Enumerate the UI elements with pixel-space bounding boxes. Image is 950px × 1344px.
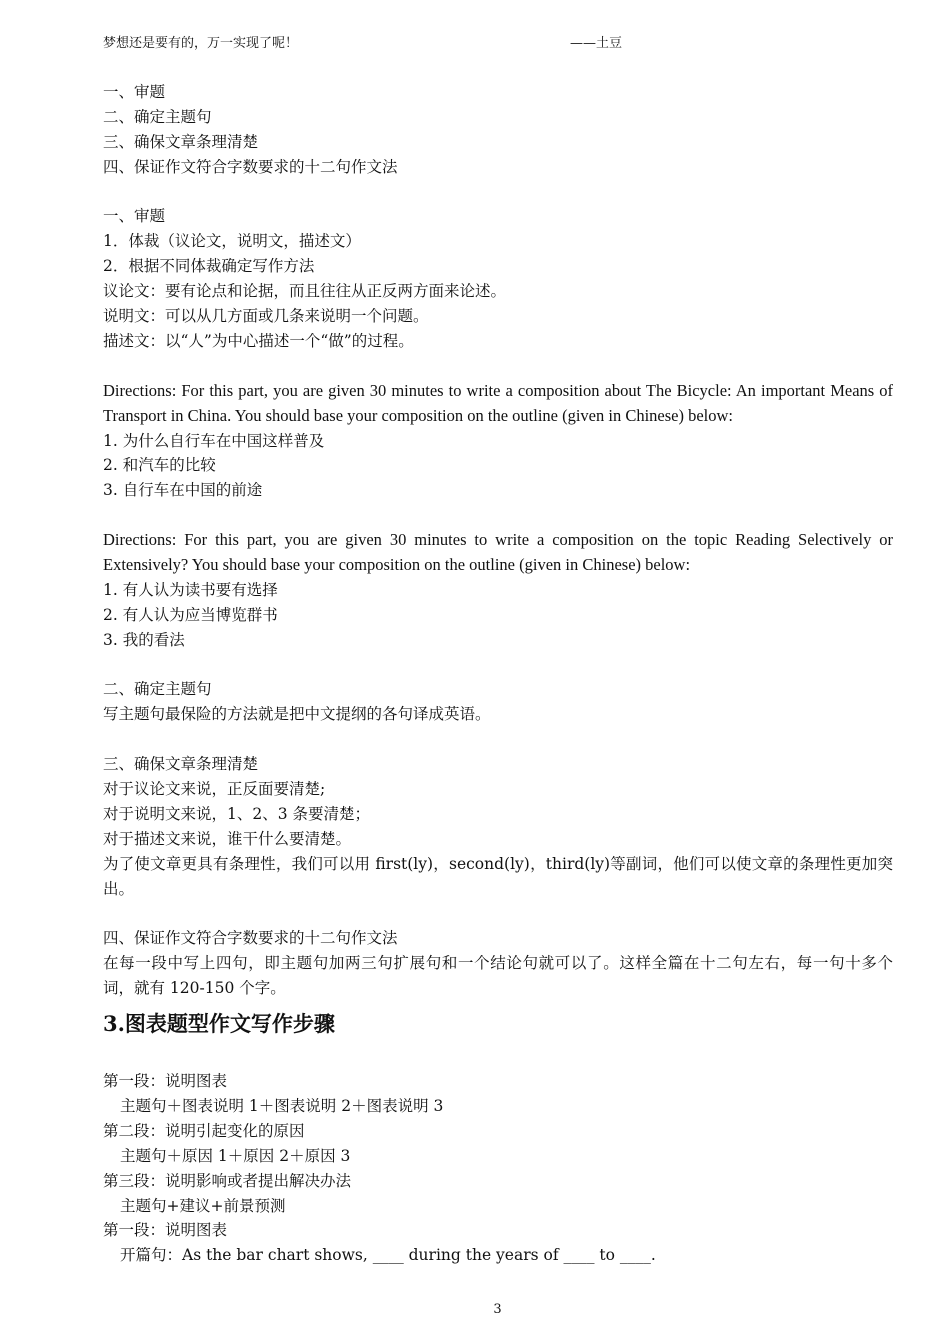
section-title: 三、确保文章条理清楚 [103,755,259,774]
genre-description: 描述文：以“人”为中心描述一个“做”的过程。 [103,331,414,350]
page-header [103,34,895,54]
section-line: 对于描述文来说，谁干什么要清楚。 [103,829,352,848]
page-content [103,80,893,1268]
step-detail: 主题句＋原因 1＋原因 2＋原因 3 [120,1146,351,1165]
example2-point: 2. 有人认为应当博览群书 [103,605,278,624]
list-item: 2．根据不同体裁确定写作方法 [103,257,315,276]
step-title: 第一段：说明图表 [103,1221,228,1240]
section-body: 在每一段中写上四句，即主题句加两三句扩展句和一个结论句就可以了。这样全篇在十二句左右，每一句十多个词，就有 120-150 个字。 [103,954,893,998]
step-title: 第三段：说明影响或者提出解决办法 [103,1171,352,1190]
outline-item: 四、保证作文符合字数要求的十二句作文法 [103,157,398,176]
example2-directions: Directions: For this part, you are given 30 minutes to write a composition on the topic Reading Selectively or Extensively? You should base your composition on the outline (given in Chinese) below: [103,530,893,574]
outline-item: 二、确定主题句 [103,107,212,126]
example1-directions: Directions: For this part, you are given 30 minutes to write a composition about The Bicycle: An important Means of Transport in China. You should base your composition on the outline (given in Chinese) below: [103,380,893,425]
example1-point: 2. 和汽车的比较 [103,456,216,475]
list-item: 1．体裁（议论文，说明文，描述文） [103,232,361,251]
section-body: 为了使文章更具有条理性，我们可以用 first(ly)，second(ly)，third(ly)等副词，他们可以使文章的条理性更加突出。 [103,854,893,898]
outline-item: 一、审题 [103,83,166,101]
example2-point: 1. 有人认为读书要有选择 [103,580,278,599]
header-motto: 梦想还是要有的，万一实现了呢！ [103,36,299,51]
example1-point: 3. 自行车在中国的前途 [103,481,263,500]
section-title: 一、审题 [103,207,166,226]
page-number: 3 [493,1302,502,1317]
step-detail: 主题句＋图表说明 1＋图表说明 2＋图表说明 3 [120,1096,444,1115]
step-title: 第二段：说明引起变化的原因 [103,1121,305,1140]
section-line: 对于议论文来说，正反面要清楚; [103,780,326,798]
header-author: ——土豆 [570,36,623,51]
section-title: 二、确定主题句 [103,680,212,699]
step-detail: 主题句+建议+前景预测 [120,1196,286,1215]
outline-item: 三、确保文章条理清楚 [103,132,259,151]
genre-exposition: 说明文：可以从几方面或几条来说明一个问题。 [103,307,429,326]
section-title: 四、保证作文符合字数要求的十二句作文法 [103,929,398,948]
example1-point: 1. 为什么自行车在中国这样普及 [103,431,325,450]
opening-sentence: 开篇句：As the bar chart shows, ____ during the years of ____ to ____. [120,1246,656,1265]
genre-argument: 议论文：要有论点和论据，而且往往从正反两方面来论述。 [103,282,507,301]
section-body: 写主题句最保险的方法就是把中文提纲的各句译成英语。 [103,705,491,724]
section-line: 对于说明文来说，1、2、3 条要清楚； [103,804,371,823]
example2-point: 3. 我的看法 [103,630,185,649]
step-title: 第一段：说明图表 [103,1072,228,1091]
chart-section-heading: 3.图表题型作文写作步骤 [103,1011,335,1037]
